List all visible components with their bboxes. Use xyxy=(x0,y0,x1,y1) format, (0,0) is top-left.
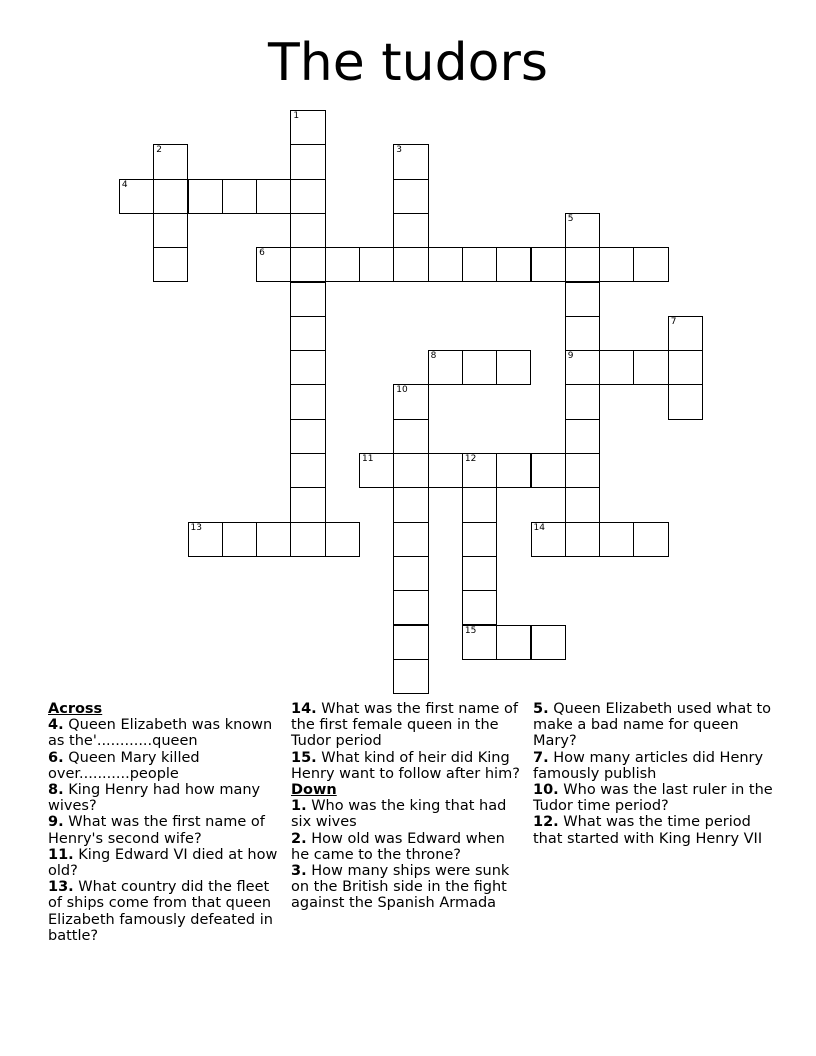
grid-cell[interactable] xyxy=(599,247,634,282)
cell-number: 5 xyxy=(567,213,574,224)
clue-number: 13. xyxy=(48,879,74,896)
cell-number: 8 xyxy=(430,351,437,362)
clue xyxy=(48,782,280,814)
clue xyxy=(291,798,527,830)
grid-cell[interactable] xyxy=(393,487,428,522)
grid-cell[interactable] xyxy=(153,179,188,214)
grid-cell[interactable] xyxy=(531,453,566,488)
grid-cell[interactable] xyxy=(428,350,463,385)
grid-cell[interactable] xyxy=(290,247,325,282)
grid-cell[interactable] xyxy=(496,625,531,660)
clue-text: Queen Elizabeth was known as the'............queen xyxy=(48,717,273,750)
grid-cell[interactable] xyxy=(290,110,325,145)
clue-number: 6. xyxy=(48,749,64,766)
grid-cell[interactable] xyxy=(565,453,600,488)
clue-text: Who was the king that had six wives xyxy=(291,798,507,831)
grid-cell[interactable] xyxy=(565,522,600,557)
clue-number: 9. xyxy=(48,814,64,831)
grid-cell[interactable] xyxy=(565,247,600,282)
grid-cell[interactable] xyxy=(496,350,531,385)
cell-number: 11 xyxy=(362,454,374,464)
grid-cell[interactable] xyxy=(428,247,463,282)
clue-text: What was the first name of Henry's second wife? xyxy=(48,814,265,847)
down-clues xyxy=(291,798,527,911)
grid-cell[interactable] xyxy=(393,590,428,625)
cell-number: 1 xyxy=(293,111,300,121)
grid-cell[interactable] xyxy=(393,625,428,660)
grid-cell[interactable] xyxy=(633,350,668,385)
grid-cell[interactable] xyxy=(633,247,668,282)
clue-text: What was the first name of the first female queen in the Tudor period xyxy=(291,701,518,750)
cell-number: 7 xyxy=(670,316,677,327)
grid-cell[interactable] xyxy=(462,522,497,557)
grid-cell[interactable] xyxy=(359,453,394,488)
grid-cell[interactable] xyxy=(290,419,325,454)
grid-cell[interactable] xyxy=(222,179,257,214)
cell-number: 13 xyxy=(190,522,202,533)
cell-number: 4 xyxy=(121,179,128,190)
grid-cell[interactable] xyxy=(393,247,428,282)
cell-number: 2 xyxy=(156,145,162,156)
clue-number: 7. xyxy=(533,749,549,766)
clue xyxy=(291,750,527,782)
clue xyxy=(48,717,280,749)
clue-text: Queen Mary killed over...........people xyxy=(48,749,200,782)
clue xyxy=(48,750,280,782)
grid-cell[interactable] xyxy=(393,419,428,454)
across-clues xyxy=(48,717,280,944)
grid-cell[interactable] xyxy=(256,522,291,557)
grid-cell[interactable] xyxy=(290,213,325,248)
clue-number: 14. xyxy=(291,701,317,717)
grid-cell[interactable] xyxy=(393,556,428,591)
grid-cell[interactable] xyxy=(462,625,497,660)
grid-cell[interactable] xyxy=(290,522,325,557)
grid-cell[interactable] xyxy=(565,419,600,454)
clue-text: How old was Edward when he came to the throne? xyxy=(291,830,505,863)
clue xyxy=(533,701,773,750)
grid-cell[interactable] xyxy=(393,384,428,419)
grid-cell[interactable] xyxy=(393,144,428,179)
grid-cell[interactable] xyxy=(668,316,703,351)
grid-cell[interactable] xyxy=(393,179,428,214)
clue-text: What was the time period that started with King Henry VII xyxy=(533,814,763,847)
grid-cell[interactable] xyxy=(531,522,566,557)
clue xyxy=(533,782,773,814)
clue-number: 5. xyxy=(533,701,549,717)
grid-cell[interactable] xyxy=(325,522,360,557)
clue-number: 10. xyxy=(533,782,559,799)
grid-cell[interactable] xyxy=(290,384,325,419)
grid-cell[interactable] xyxy=(153,247,188,282)
cell-number: 3 xyxy=(396,145,403,156)
grid-cell[interactable] xyxy=(599,522,634,557)
grid-cell[interactable] xyxy=(565,350,600,385)
clue xyxy=(291,863,527,912)
grid-cell[interactable] xyxy=(565,487,600,522)
grid-cell[interactable] xyxy=(222,522,257,557)
grid-cell[interactable] xyxy=(496,247,531,282)
grid-cell[interactable] xyxy=(531,247,566,282)
clue xyxy=(48,814,280,846)
clue-text: What kind of heir did King Henry want to follow after him? xyxy=(291,749,520,782)
clue-number: 2. xyxy=(291,830,307,847)
grid-cell[interactable] xyxy=(565,282,600,317)
clue-text: King Edward VI died at how old? xyxy=(48,846,278,880)
cell-number: 6 xyxy=(259,248,265,259)
clue-text: How many articles did Henry famously publish xyxy=(533,749,764,782)
grid-cell[interactable] xyxy=(462,247,497,282)
grid-cell[interactable] xyxy=(188,522,223,557)
grid-cell[interactable] xyxy=(290,282,325,317)
clue xyxy=(48,847,280,879)
across-heading: Across xyxy=(48,701,103,717)
grid-cell[interactable] xyxy=(325,247,360,282)
grid-cell[interactable] xyxy=(359,247,394,282)
clue-column-1 xyxy=(48,701,280,944)
grid-cell[interactable] xyxy=(393,659,428,694)
grid-cell[interactable] xyxy=(462,350,497,385)
clue-number: 15. xyxy=(291,749,317,766)
clue xyxy=(291,701,527,750)
grid-cell[interactable] xyxy=(565,316,600,351)
grid-cell[interactable] xyxy=(393,213,428,248)
grid-cell[interactable] xyxy=(153,213,188,248)
clue-number: 11. xyxy=(48,846,74,863)
grid-cell[interactable] xyxy=(393,522,428,557)
grid-cell[interactable] xyxy=(119,179,154,214)
clue-number: 8. xyxy=(48,782,64,799)
clue-number: 4. xyxy=(48,717,64,734)
grid-cell[interactable] xyxy=(256,179,291,214)
clue-column-2 xyxy=(291,701,527,912)
grid-cell[interactable] xyxy=(531,625,566,660)
cell-number: 12 xyxy=(464,454,477,464)
grid-cell[interactable] xyxy=(188,179,223,214)
grid-cell[interactable] xyxy=(668,350,703,385)
clue-text: Who was the last ruler in the Tudor time period? xyxy=(533,782,773,815)
cell-number: 15 xyxy=(464,625,477,636)
grid-cell[interactable] xyxy=(290,487,325,522)
page-title: The tudors xyxy=(268,33,548,93)
cell-number: 10 xyxy=(396,385,408,396)
grid-cell[interactable] xyxy=(633,522,668,557)
grid-cell[interactable] xyxy=(290,144,325,179)
grid-cell[interactable] xyxy=(153,144,188,179)
grid-cell[interactable] xyxy=(496,453,531,488)
grid-cell[interactable] xyxy=(290,350,325,385)
cell-number: 14 xyxy=(533,522,545,533)
clue-number: 3. xyxy=(291,863,307,880)
down-clues-continued xyxy=(533,701,773,847)
clue xyxy=(48,879,280,944)
clue-number: 12. xyxy=(533,814,559,831)
grid-cell[interactable] xyxy=(290,179,325,214)
grid-cell[interactable] xyxy=(565,213,600,248)
clue xyxy=(533,814,773,846)
grid-cell[interactable] xyxy=(290,316,325,351)
grid-cell[interactable] xyxy=(393,453,428,488)
grid-cell[interactable] xyxy=(290,453,325,488)
grid-cell[interactable] xyxy=(599,350,634,385)
clue-text: What country did the fleet of ships come from that queen Elizabeth famously defeated in battle? xyxy=(48,879,273,944)
grid-cell[interactable] xyxy=(428,453,463,488)
clue xyxy=(291,831,527,863)
grid-cell[interactable] xyxy=(256,247,291,282)
grid-cell[interactable] xyxy=(565,384,600,419)
grid-cell[interactable] xyxy=(462,453,497,488)
grid-cell[interactable] xyxy=(462,590,497,625)
clue-text: King Henry had how many wives? xyxy=(48,782,261,815)
cell-number: 9 xyxy=(567,351,574,362)
down-heading: Down xyxy=(291,782,337,799)
across-clues-continued xyxy=(291,701,527,782)
clue-column-3 xyxy=(533,701,773,847)
clue-text: How many ships were sunk on the British side in the fight against the Spanish Armada xyxy=(291,863,510,912)
grid-cell[interactable] xyxy=(462,556,497,591)
clue-number: 1. xyxy=(291,798,307,815)
clue-text: Queen Elizabeth used what to make a bad name for queen Mary? xyxy=(533,701,772,750)
grid-cell[interactable] xyxy=(668,384,703,419)
clue xyxy=(533,750,773,782)
grid-cell[interactable] xyxy=(462,487,497,522)
